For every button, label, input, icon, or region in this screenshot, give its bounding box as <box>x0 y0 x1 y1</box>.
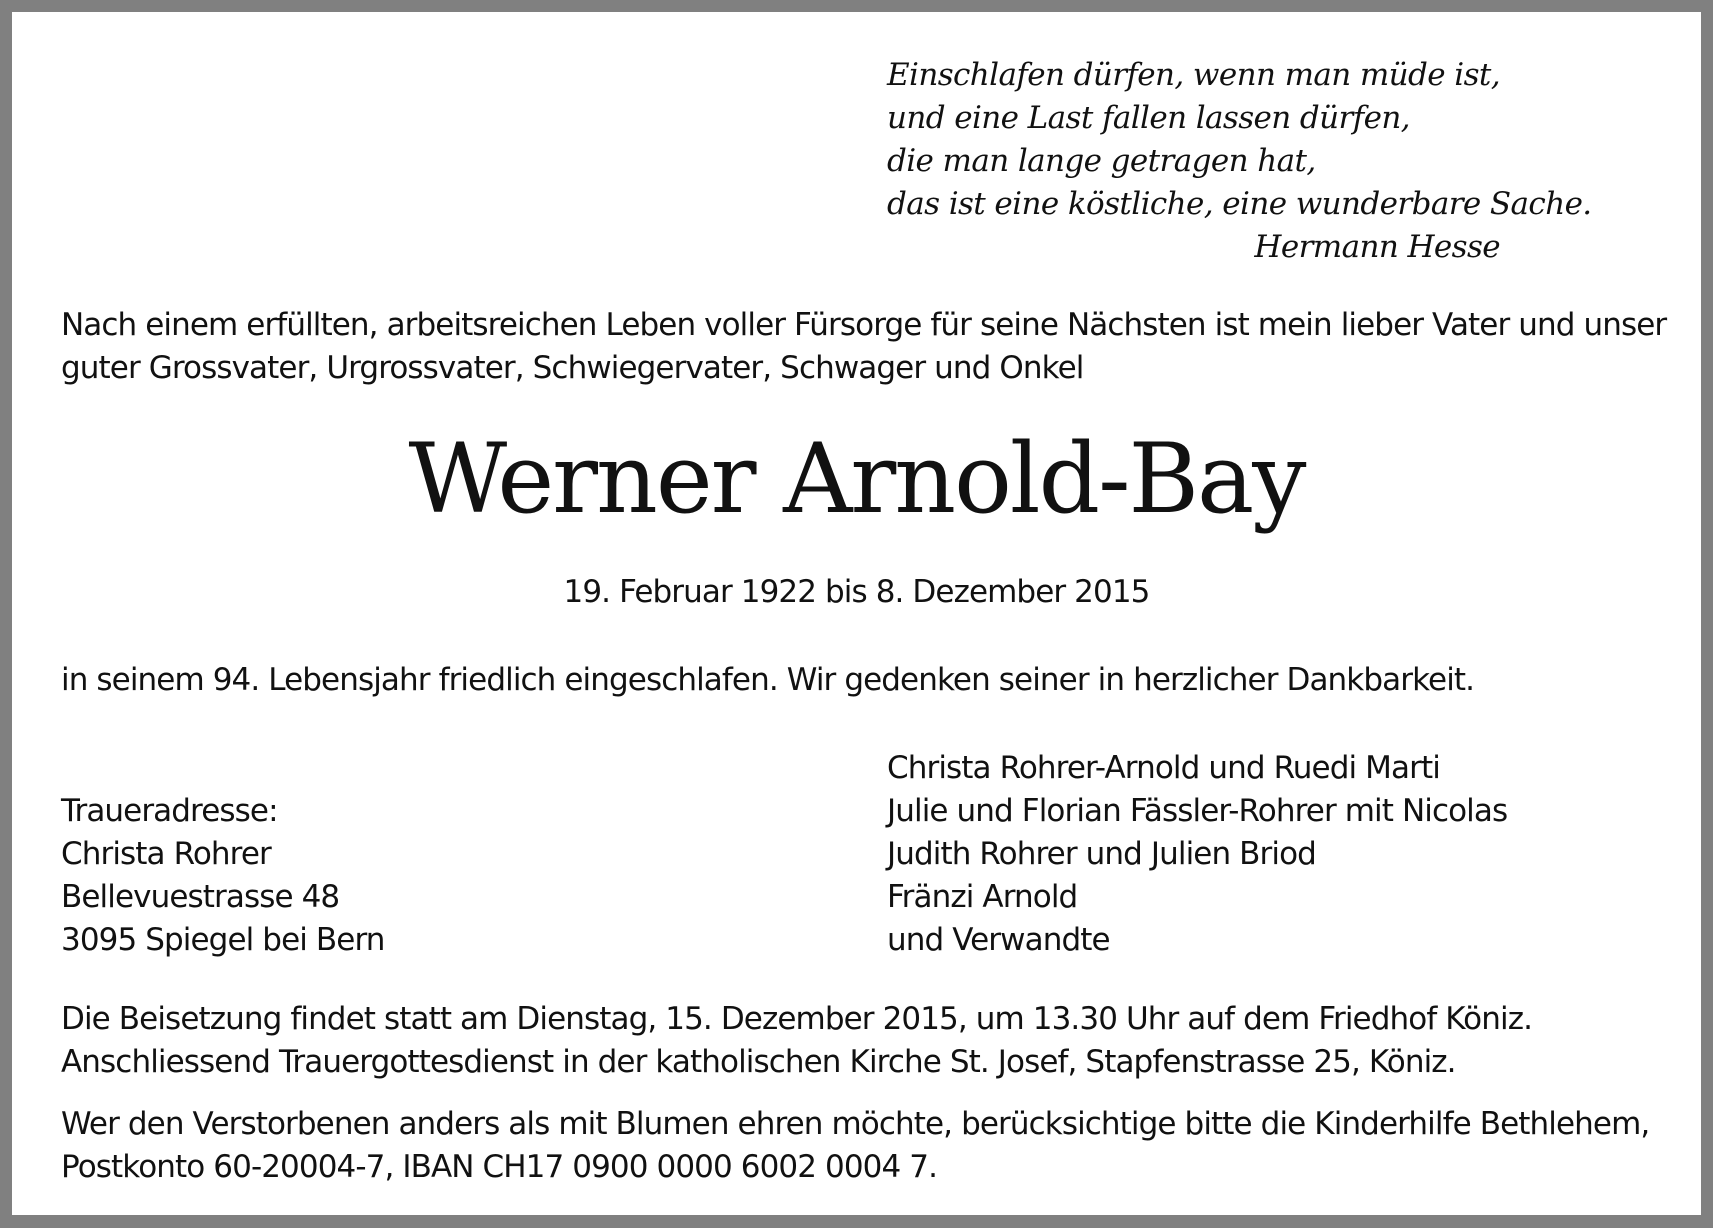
intro-paragraph <box>61 304 1681 390</box>
address-line: Bellevuestrasse 48 <box>61 879 340 915</box>
address-label: Traueradresse: <box>61 793 278 829</box>
family-line: und Verwandte <box>887 922 1110 958</box>
family-line: Julie und Florian Fässler-Rohrer mit Nicolas <box>887 793 1508 829</box>
family-line: Fränzi Arnold <box>887 879 1078 915</box>
donation-line: Postkonto 60-20004-7, IBAN CH17 0900 0000 6002 0004 7. <box>61 1149 938 1185</box>
family-line: Christa Rohrer-Arnold und Ruedi Marti <box>887 750 1440 786</box>
address-line: 3095 Spiegel bei Bern <box>61 922 385 958</box>
family-signatories <box>887 747 1607 962</box>
quote-author: Hermann Hesse <box>1254 229 1500 265</box>
mourning-address <box>61 790 761 962</box>
donation-info <box>61 1103 1681 1189</box>
quote-line: und eine Last fallen lassen dürfen, <box>887 100 1410 136</box>
intro-line: Nach einem erfüllten, arbeitsreichen Leben voller Fürsorge für seine Nächsten ist mein lieber Vater und unser <box>61 307 1667 343</box>
funeral-info <box>61 998 1681 1084</box>
intro-line: guter Grossvater, Urgrossvater, Schwiegervater, Schwager und Onkel <box>61 350 1084 386</box>
donation-line: Wer den Verstorbenen anders als mit Blumen ehren möchte, berücksichtige bitte die Kinderhilfe Bethlehem, <box>61 1106 1650 1142</box>
quote-line: das ist eine köstliche, eine wunderbare Sache. <box>887 186 1592 222</box>
deceased-name: Werner Arnold-Bay <box>408 423 1305 535</box>
quote-line: die man lange getragen hat, <box>887 143 1316 179</box>
obituary-card <box>12 12 1701 1215</box>
life-dates: 19. Februar 1922 bis 8. Dezember 2015 <box>563 574 1150 610</box>
family-line: Judith Rohrer und Julien Briod <box>887 836 1316 872</box>
closing-sentence: in seinem 94. Lebensjahr friedlich eingeschlafen. Wir gedenken seiner in herzlicher Dankbarkeit. <box>61 662 1475 698</box>
poem-quote <box>887 54 1592 269</box>
funeral-line: Die Beisetzung findet statt am Dienstag, 15. Dezember 2015, um 13.30 Uhr auf dem Friedhof Köniz. <box>61 1001 1533 1037</box>
quote-line: Einschlafen dürfen, wenn man müde ist, <box>887 57 1501 93</box>
address-line: Christa Rohrer <box>61 836 271 872</box>
funeral-line: Anschliessend Trauergottesdienst in der katholischen Kirche St. Josef, Stapfenstrasse 25, Köniz. <box>61 1044 1456 1080</box>
